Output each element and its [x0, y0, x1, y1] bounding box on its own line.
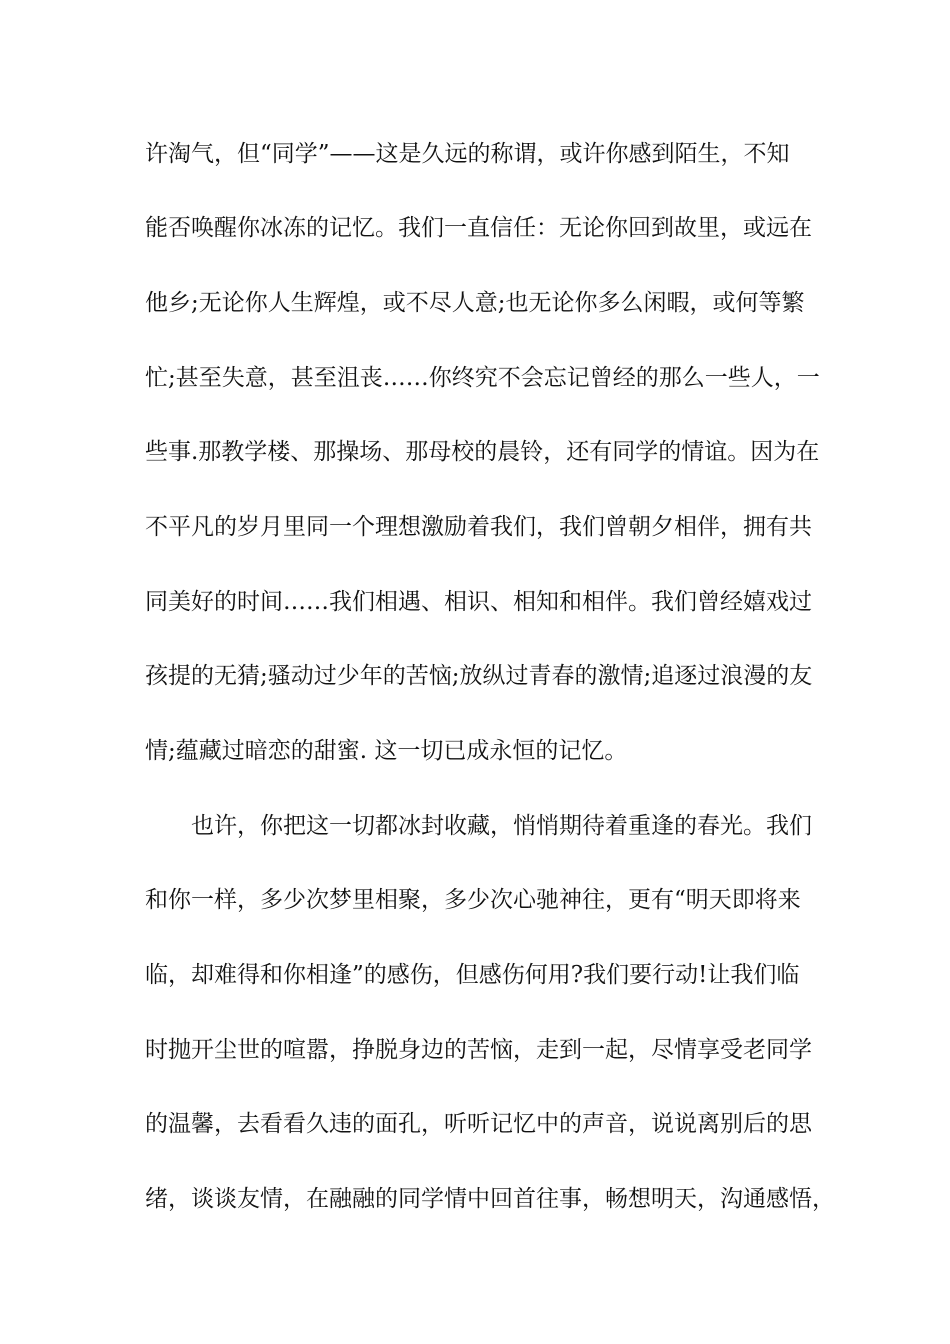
- text-line-6: 不平凡的岁月里同一个理想激励着我们，我们曾朝夕相伴，拥有共: [145, 514, 812, 540]
- text-line-12: 临，却难得和你相逢”的感伤，但感伤何用?我们要行动!让我们临: [145, 962, 800, 988]
- paragraph-2-line-1: 也许，你把这一切都冰封收藏，悄悄期待着重逢的春光。我们: [191, 813, 812, 839]
- text-line-11: 和你一样，多少次梦里相聚，多少次心驰神往，更有“明天即将来: [145, 887, 801, 913]
- text-line-1: 许淘气，但“同学”——这是久远的称谓，或许你感到陌生，不知: [145, 141, 790, 167]
- text-line-3: 他乡;无论你人生辉煌，或不尽人意;也无论你多么闲暇，或何等繁: [145, 290, 805, 316]
- text-line-4: 忙;甚至失意，甚至沮丧……你终究不会忘记曾经的那么一些人，一: [145, 365, 820, 391]
- text-line-13: 时抛开尘世的喧嚣，挣脱身边的苦恼，走到一起，尽情享受老同学: [145, 1037, 812, 1063]
- text-line-8: 孩提的无猜;骚动过少年的苦恼;放纵过青春的激情;追逐过浪漫的友: [145, 663, 813, 689]
- text-line-9: 情;蕴藏过暗恋的甜蜜. 这一切已成永恒的记忆。: [145, 738, 628, 764]
- text-line-14: 的温馨，去看看久违的面孔，听听记忆中的声音，说说离别后的思: [145, 1111, 812, 1137]
- text-line-5: 些事.那教学楼、那操场、那母校的晨铃，还有同学的情谊。因为在: [145, 439, 820, 465]
- text-line-2: 能否唤醒你冰冻的记忆。我们一直信任：无论你回到故里，或远在: [145, 215, 812, 241]
- text-line-15: 绪，谈谈友情，在融融的同学情中回首往事，畅想明天，沟通感悟，: [145, 1186, 835, 1212]
- text-line-7: 同美好的时间……我们相遇、相识、相知和相伴。我们曾经嬉戏过: [145, 589, 812, 615]
